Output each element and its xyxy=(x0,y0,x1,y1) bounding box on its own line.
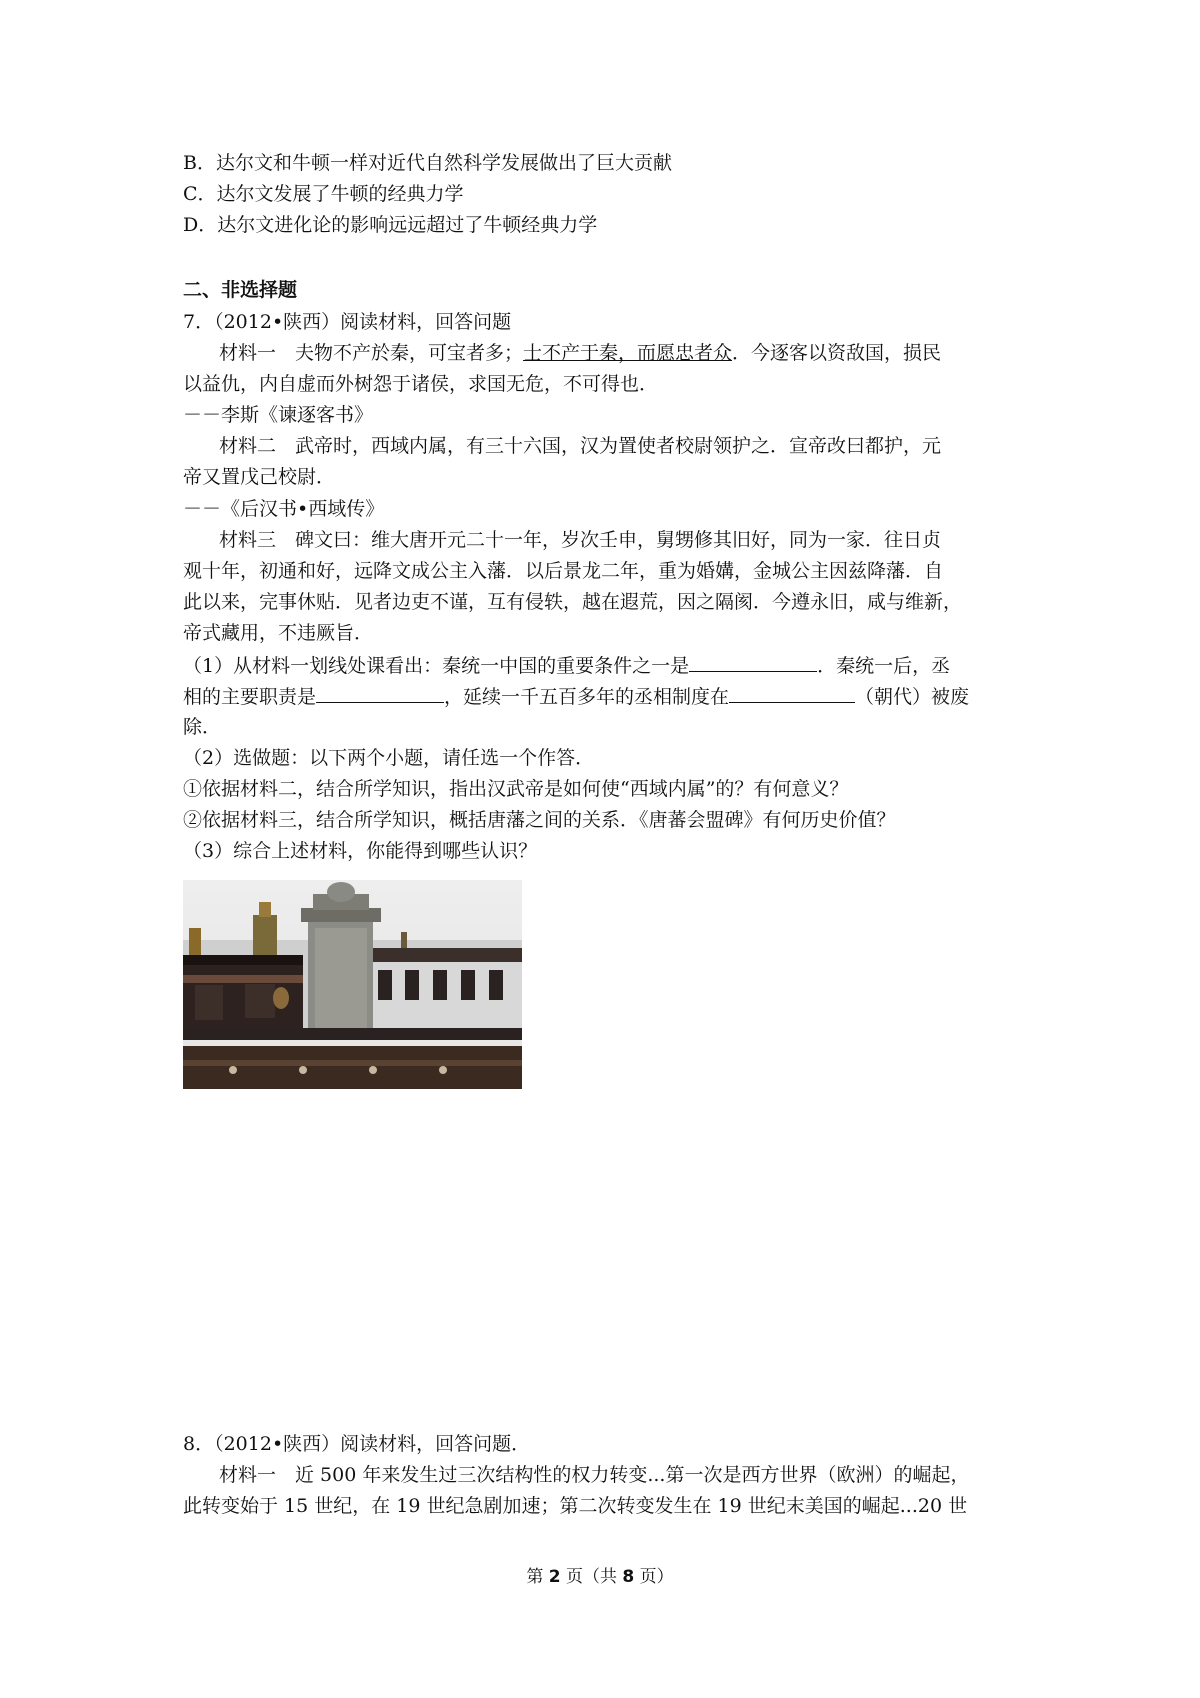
footer-text-mid: 页（共 xyxy=(560,1567,623,1587)
q8-material-1-line-1: 材料一 近 500 年来发生过三次结构性的权力转变...第一次是西方世界（欧洲）的崛起， xyxy=(219,1464,970,1486)
material-1-text: 材料一 夫物不产於秦，可宝者多； xyxy=(219,342,524,364)
sub-question-1-text-2: 相的主要职责是 xyxy=(183,686,317,708)
material-1-text-cont: ．今逐客以资敌国，损民 xyxy=(732,342,942,364)
answer-blank-3[interactable] xyxy=(729,684,855,703)
question-8-stem: 8．（2012•陕西）阅读材料，回答问题． xyxy=(183,1433,531,1455)
sub-question-2-option-2: ②依据材料三，结合所学知识，概括唐藩之间的关系．《唐蕃会盟碑》有何历史价值？ xyxy=(183,809,896,831)
sub-question-2: （2）选做题：以下两个小题，请任选一个作答． xyxy=(183,747,595,769)
page-number: 2 xyxy=(548,1567,561,1587)
sub-question-1-text-3: ，延续一千五百多年的丞相制度在 xyxy=(444,686,730,708)
sub-question-1-text-cont: ．秦统一后，丞 xyxy=(817,655,951,677)
sub-question-2-option-1: ①依据材料二，结合所学知识，指出汉武帝是如何使“西域内属”的？有何意义？ xyxy=(183,778,849,800)
q8-material-1-line-2: 此转变始于 15 世纪，在 19 世纪急剧加速；第二次转变发生在 19 世纪末美国的崛起...20 世 xyxy=(183,1495,968,1517)
material-2-line-1: 材料二 武帝时，西域内属，有三十六国，汉为置使者校尉领护之．宣帝改曰都护，元 xyxy=(219,435,942,457)
page-footer xyxy=(0,1562,1200,1587)
material-3-line-3: 此以来，完事休贴．见者边吏不谨，互有侵轶，越在遐荒，因之隔阂．今遵永旧，咸与维新， xyxy=(183,591,963,613)
option-d: D．达尔文进化论的影响远远超过了牛顿经典力学 xyxy=(183,214,598,236)
underlined-phrase: 士不产于秦，而愿忠者众 xyxy=(523,342,733,364)
material-2-source: －－《后汉书•西域传》 xyxy=(183,498,385,520)
sub-question-3: （3）综合上述材料，你能得到哪些认识？ xyxy=(183,840,538,862)
sub-question-1-text: （1）从材料一划线处课看出：秦统一中国的重要条件之一是 xyxy=(183,655,690,677)
answer-blank-1[interactable] xyxy=(689,653,817,672)
material-2-line-2: 帝又置戊己校尉． xyxy=(183,466,336,488)
page-total: 8 xyxy=(622,1567,635,1587)
sub-question-1-line-3: 除． xyxy=(183,716,222,738)
material-3-line-4: 帝式藏用，不违厥旨． xyxy=(183,622,374,644)
material-1-line-1 xyxy=(219,341,941,365)
stele-photo xyxy=(183,880,522,1089)
material-3-line-2: 观十年，初通和好，远降文成公主入藩．以后景龙二年，重为婚媾，金城公主因兹降藩．自 xyxy=(183,560,944,582)
option-b: B．达尔文和牛顿一样对近代自然科学发展做出了巨大贡献 xyxy=(183,152,672,174)
material-3-line-1: 材料三 碑文曰：维大唐开元二十一年，岁次壬申，舅甥修其旧好，同为一家．往日贞 xyxy=(219,529,942,551)
sub-question-1-line-2 xyxy=(183,684,969,709)
material-1-source: －－李斯《谏逐客书》 xyxy=(183,404,374,426)
sub-question-1-line-1 xyxy=(183,653,950,678)
option-c: C．达尔文发展了牛顿的经典力学 xyxy=(183,183,464,205)
material-1-line-2: 以益仇，内自虚而外树怨于诸侯，求国无危，不可得也． xyxy=(183,373,659,395)
question-7-stem: 7．（2012•陕西）阅读材料，回答问题 xyxy=(183,311,512,333)
footer-text-end: 页） xyxy=(634,1567,674,1587)
sub-question-1-text-4: （朝代）被废 xyxy=(855,686,970,708)
answer-blank-2[interactable] xyxy=(316,684,444,703)
footer-text: 第 xyxy=(526,1567,549,1587)
section-title: 二、非选择题 xyxy=(183,279,298,301)
